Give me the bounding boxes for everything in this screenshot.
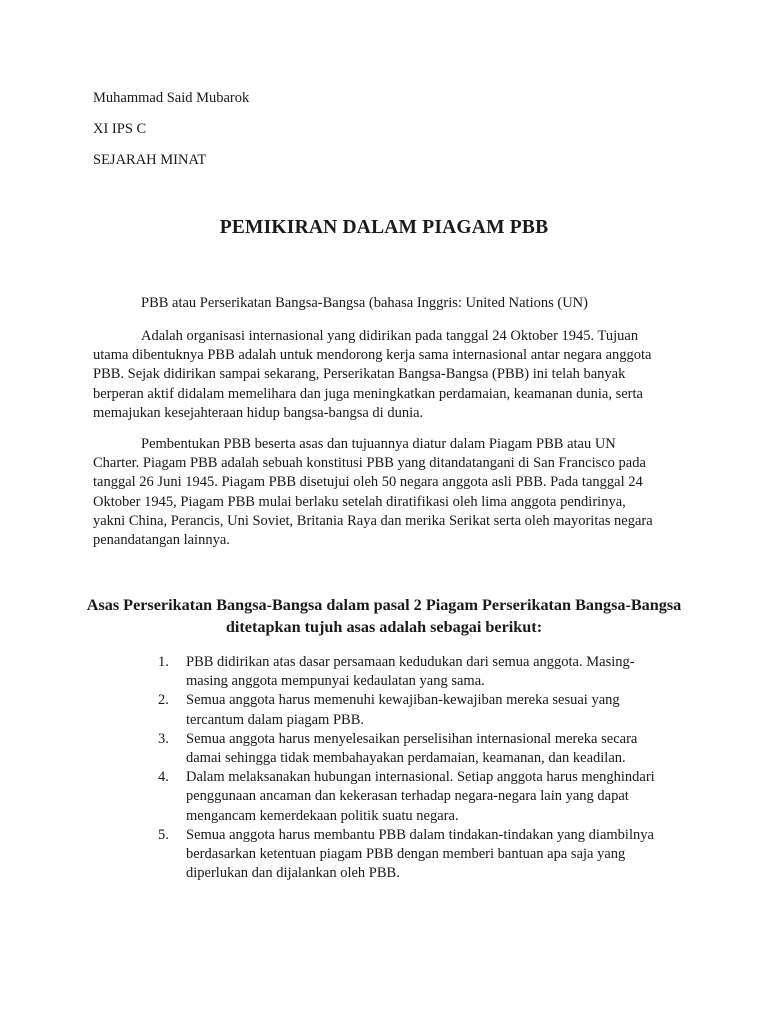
organization-paragraph: Adalah organisasi internasional yang didirikan pada tanggal 24 Oktober 1945. Tujuan utama dibentuknya PBB adalah untuk mendorong kerja sama internasional antar negara anggota PBB. Sejak didirikan sampai sekarang, Perserikatan Bangsa-Bangsa (PBB) ini telah banyak berperan aktif didalam memelihara dan juga meningkatkan perdamaian, keamanan dunia, serta memajukan kesejahteraan hidup bangsa-bangsa di dunia. bbox=[93, 328, 652, 421]
charter-paragraph: Pembentukan PBB beserta asas dan tujuannya diatur dalam Piagam PBB atau UN Charter. Piagam PBB adalah sebuah konstitusi PBB yang ditandatangani di San Francisco pada tanggal 26 Juni 1945. Piagam PBB disetujui oleh 50 negara anggota asli PBB. Pada tanggal 24 Oktober 1945, Piagam PBB mulai berlaku setelah diratifikasi oleh lima anggota pendirinya, yakni China, Perancis, Uni Soviet, Britania Raya dan merika Serikat serta oleh mayoritas negara penandatangan lainnya. bbox=[93, 436, 653, 549]
list-item-text: Semua anggota harus membantu PBB dalam tindakan-tindakan yang diambilnya berdasarkan ketentuan piagam PBB dengan memberi bantuan apa saja yang diperlukan dan dijalankan oleh PBB. bbox=[186, 826, 654, 882]
list-item-text: Semua anggota harus menyelesaikan perselisihan internasional mereka secara damai sehingga tidak membahayakan perdamaian, keamanan, dan keadilan. bbox=[186, 730, 638, 767]
list-item bbox=[158, 691, 658, 729]
list-item bbox=[158, 730, 658, 768]
class-label: XI IPS C bbox=[93, 121, 147, 137]
list-item-number: 2. bbox=[158, 692, 169, 709]
document-title: PEMIKIRAN DALAM PIAGAM PBB bbox=[219, 217, 549, 238]
list-item bbox=[158, 653, 658, 691]
list-item-number: 4. bbox=[158, 769, 169, 786]
list-item-text: Semua anggota harus memenuhi kewajiban-kewajiban mereka sesuai yang tercantum dalam piagam PBB. bbox=[186, 692, 620, 728]
list-item-number: 3. bbox=[158, 730, 169, 747]
subject-label: SEJARAH MINAT bbox=[93, 152, 207, 168]
asas-list bbox=[158, 653, 658, 883]
intro-paragraph: PBB atau Perserikatan Bangsa-Bangsa (bahasa Inggris: United Nations (UN) bbox=[141, 295, 588, 311]
list-item-number: 1. bbox=[158, 654, 169, 670]
section-heading: Asas Perserikatan Bangsa-Bangsa dalam pasal 2 Piagam Perserikatan Bangsa-Bangsa ditetapkan tujuh asas adalah sebagai berikut: bbox=[86, 596, 682, 636]
list-item-text: Dalam melaksanakan hubungan internasional. Setiap anggota harus menghindari penggunaan ancaman dan kekerasan terhadap negara-negara lain yang dapat mengancam kemerdekaan politik suatu negara. bbox=[186, 769, 655, 824]
list-item bbox=[158, 768, 658, 826]
list-item bbox=[158, 826, 658, 884]
list-item-text: PBB didirikan atas dasar persamaan kedudukan dari semua anggota. Masing-masing anggota mempunyai kedaulatan yang sama. bbox=[186, 654, 635, 690]
list-item-number: 5. bbox=[158, 826, 169, 843]
author-name: Muhammad Said Mubarok bbox=[93, 90, 250, 106]
